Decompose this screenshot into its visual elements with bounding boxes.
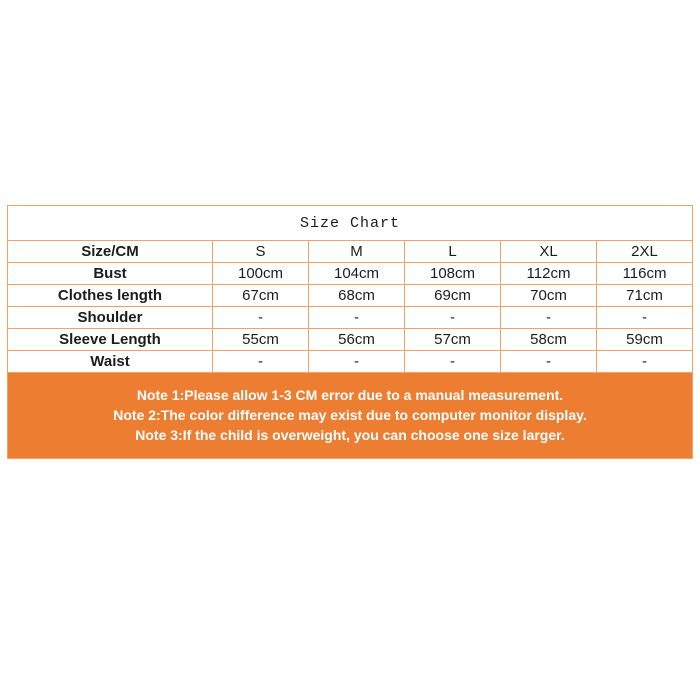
value-cell: 67cm [213, 285, 309, 307]
value-cell: 56cm [309, 329, 405, 351]
value-cell: 71cm [597, 285, 693, 307]
table-title: Size Chart [8, 206, 693, 241]
table-row [8, 307, 693, 329]
column-header-cell: M [309, 241, 405, 263]
value-cell: 58cm [501, 329, 597, 351]
value-cell: - [501, 307, 597, 329]
value-cell: 116cm [597, 263, 693, 285]
value-cell: - [213, 351, 309, 373]
value-cell: - [309, 351, 405, 373]
title-row [8, 206, 693, 241]
value-cell: - [597, 307, 693, 329]
row-label-cell: Clothes length [8, 285, 213, 307]
value-cell: 112cm [501, 263, 597, 285]
value-cell: - [501, 351, 597, 373]
table-row [8, 329, 693, 351]
value-cell: 68cm [309, 285, 405, 307]
column-header-cell: S [213, 241, 309, 263]
note-line: Note 1:Please allow 1-3 CM error due to a manual measurement. [136, 387, 564, 403]
note-line: Note 3:If the child is overweight, you can choose one size larger. [135, 427, 565, 443]
size-chart-table [7, 205, 693, 373]
value-cell: - [213, 307, 309, 329]
value-cell: - [405, 307, 501, 329]
value-cell: 69cm [405, 285, 501, 307]
table-row [8, 285, 693, 307]
value-cell: 104cm [309, 263, 405, 285]
value-cell: 70cm [501, 285, 597, 307]
value-cell: 57cm [405, 329, 501, 351]
value-cell: - [309, 307, 405, 329]
column-header-cell: XL [501, 241, 597, 263]
table-row [8, 263, 693, 285]
value-cell: 100cm [213, 263, 309, 285]
table-row [8, 351, 693, 373]
column-header-cell: L [405, 241, 501, 263]
header-row [8, 241, 693, 263]
row-label-cell: Sleeve Length [8, 329, 213, 351]
value-cell: 59cm [597, 329, 693, 351]
value-cell: 55cm [213, 329, 309, 351]
note-line: Note 2:The color difference may exist due to computer monitor display. [113, 407, 587, 423]
value-cell: - [405, 351, 501, 373]
corner-header-cell: Size/CM [8, 241, 213, 263]
value-cell: - [597, 351, 693, 373]
notes-section [7, 373, 693, 459]
row-label-cell: Shoulder [8, 307, 213, 329]
column-header-cell: 2XL [597, 241, 693, 263]
value-cell: 108cm [405, 263, 501, 285]
row-label-cell: Waist [8, 351, 213, 373]
row-label-cell: Bust [8, 263, 213, 285]
size-chart-sheet [7, 205, 693, 459]
